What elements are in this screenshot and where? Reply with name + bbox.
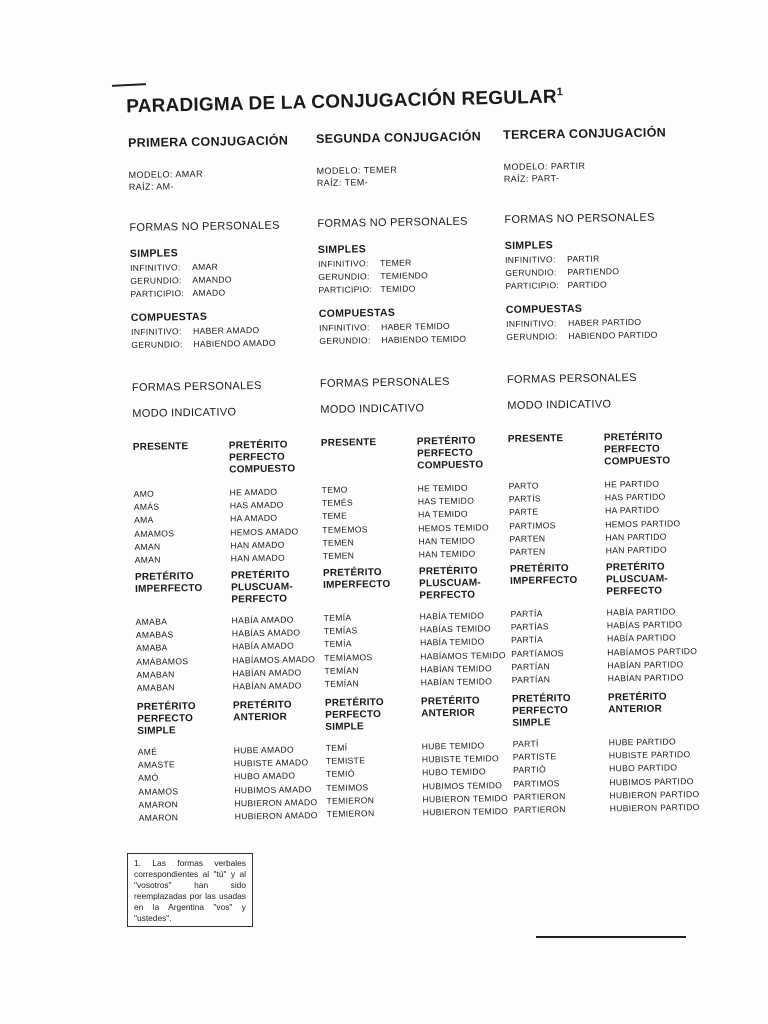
verb-form: HAS AMADO (229, 499, 284, 511)
raiz-value: AM- (156, 181, 174, 192)
verb-form: HABÍAS PARTIDO (606, 619, 683, 631)
verb-form: HUBIERON AMADO (234, 810, 318, 822)
verb-form: AMABAN (136, 682, 175, 693)
formas-personales-heading: FORMAS PERSONALES (506, 371, 637, 386)
tense-heading: PRETÉRITO IMPERFECTO (134, 571, 203, 595)
verb-form: AMÁS (133, 501, 160, 513)
form-key: GERUNDIO: (318, 271, 370, 282)
verb-form: TEMÉS (321, 497, 354, 509)
verb-form: HA AMADO (229, 513, 278, 524)
formas-no-personales-heading: FORMAS NO PERSONALES (317, 215, 468, 230)
verb-form: HABÍAN TEMIDO (420, 676, 493, 688)
page-title (126, 86, 563, 118)
verb-form: HUBE PARTIDO (608, 736, 677, 748)
modelo-line (504, 161, 586, 172)
verb-form: HUBIERON PARTIDO (609, 788, 700, 801)
verb-form: PARTÍS (508, 493, 541, 505)
modo-indicativo-heading: MODO INDICATIVO (132, 406, 237, 420)
verb-form: HABÍA AMADO (231, 640, 295, 652)
verb-form: HUBO PARTIDO (608, 762, 678, 774)
form-value: TEMIDO (380, 283, 416, 295)
modelo-value: AMAR (175, 168, 204, 180)
verb-form: TEMIERON (326, 808, 375, 819)
verb-form: AMABA (135, 642, 168, 654)
form-key: GERUNDIO: (130, 275, 182, 286)
modelo-label: MODELO: (503, 161, 548, 172)
modelo-label: MODELO: (128, 169, 173, 180)
raiz-label: RAÍZ: (128, 181, 154, 192)
footnote-box: 1. Las formas verbales correspondientes al "tú" y al "vosotros" han sido reemplazadas por las usadas en la Argentina "vos" y "ustedes". (127, 853, 253, 927)
tense-heading: PRESENTE (320, 437, 377, 449)
verb-form: TEMÍ (325, 742, 348, 753)
form-key: PARTICIPIO: (130, 288, 185, 299)
verb-form: HABÍA PARTIDO (606, 632, 677, 644)
compuestas-heading: COMPUESTAS (130, 310, 208, 324)
formas-personales-heading: FORMAS PERSONALES (131, 379, 262, 394)
compuestas-row (131, 337, 276, 352)
verb-form: PARTIÓ (513, 764, 547, 776)
form-key: INFINITIVO: (129, 262, 181, 273)
tense-heading: PRETÉRITO PLUSCUAM-PERFECTO (418, 565, 481, 602)
verb-form: AMABA (135, 616, 168, 627)
verb-form: HAN AMADO (230, 539, 285, 551)
simples-heading: SIMPLES (317, 243, 367, 256)
form-value: AMAR (191, 261, 219, 273)
tense-heading: PRETÉRITO IMPERFECTO (322, 567, 391, 591)
verb-form: AMASTE (137, 759, 176, 771)
verb-form: PARTIMOS (513, 777, 560, 789)
tense-heading: PRETÉRITO ANTERIOR (232, 699, 292, 724)
form-value: HABER AMADO (192, 324, 260, 337)
verb-form: HABÍAS AMADO (231, 627, 301, 639)
verb-form: TEMÍAN (324, 678, 360, 689)
simples-row (318, 282, 415, 297)
verb-form: TEMÍAN (324, 665, 359, 676)
verb-form: AMA (133, 515, 154, 526)
form-value: AMANDO (192, 274, 232, 286)
simples-heading: SIMPLES (504, 239, 554, 252)
formas-no-personales-heading: FORMAS NO PERSONALES (504, 211, 655, 226)
tense-heading: PRETÉRITO PLUSCUAM-PERFECTO (605, 561, 668, 598)
compuestas-row (319, 333, 466, 348)
verb-form: HE TEMIDO (417, 482, 468, 494)
verb-form: HEMOS PARTIDO (605, 517, 681, 530)
verb-form: PARTÍAMOS (511, 647, 564, 659)
verb-form: TEMO (321, 484, 348, 495)
verb-form: TEMÍAMOS (324, 651, 373, 663)
verb-form: HABÍAN PARTIDO (607, 672, 684, 684)
simples-heading: SIMPLES (129, 247, 179, 260)
form-value: TEMIENDO (380, 270, 429, 282)
tense-heading: PRETÉRITO PERFECTO COMPUESTO (228, 439, 296, 476)
form-value: HABER TEMIDO (380, 320, 451, 333)
verb-form: HABÍAS TEMIDO (419, 623, 491, 635)
title-text: PARADIGMA DE LA CONJUGACIÓN REGULAR (126, 86, 558, 118)
verb-form: HAN TEMIDO (418, 548, 476, 560)
verb-form: HUBIMOS PARTIDO (609, 775, 694, 788)
verb-form: AMARON (138, 799, 179, 810)
form-value: PARTIENDO (567, 266, 620, 278)
verb-form: TEMISTE (325, 755, 366, 767)
verb-form: AMAN (134, 554, 161, 565)
tense-heading: PRETÉRITO ANTERIOR (607, 691, 667, 716)
verb-form: HABÍAMOS PARTIDO (607, 645, 698, 658)
modelo-label: MODELO: (316, 165, 361, 176)
raiz-value: PART- (531, 173, 560, 184)
tense-heading: PRETÉRITO PERFECTO COMPUESTO (603, 431, 671, 468)
conjugation-heading: PRIMERA CONJUGACIÓN (128, 133, 289, 150)
column-primera (128, 133, 318, 823)
verb-form: HABÍA TEMIDO (419, 636, 485, 648)
verb-form: PARTE (508, 506, 539, 518)
verb-form: AMAMOS (134, 527, 175, 539)
form-value: HABIENDO AMADO (193, 337, 276, 349)
compuestas-heading: COMPUESTAS (505, 302, 583, 316)
verb-form: HABÍAN TEMIDO (420, 663, 493, 675)
simples-row (130, 286, 225, 300)
raiz-line (317, 177, 369, 188)
verb-form: AMAMOS (138, 785, 179, 797)
tense-heading: PRETÉRITO PERFECTO SIMPLE (511, 693, 571, 729)
form-key: GERUNDIO: (131, 339, 183, 350)
verb-form: HABÍA AMADO (231, 614, 294, 626)
form-key: INFINITIVO: (317, 258, 369, 269)
verb-form: HA PARTIDO (604, 504, 660, 516)
verb-form: HUBIERON PARTIDO (609, 801, 700, 814)
verb-form: TEMIMOS (326, 781, 369, 793)
verb-form: AMAN (134, 541, 161, 552)
form-value: TEMER (379, 257, 412, 269)
modo-indicativo-heading: MODO INDICATIVO (507, 398, 612, 412)
verb-form: TEMIÓ (326, 768, 355, 780)
verb-form: PARTIERON (513, 790, 566, 802)
verb-form: HA TEMIDO (417, 509, 468, 520)
verb-form: HAN AMADO (230, 552, 286, 564)
verb-form: PARTÍA (510, 608, 543, 619)
verb-form: PARTÍAS (510, 621, 549, 633)
verb-form: HUBO TEMIDO (421, 766, 486, 778)
formas-no-personales-heading: FORMAS NO PERSONALES (129, 219, 280, 234)
verb-form: HUBIMOS TEMIDO (422, 779, 503, 792)
verb-form: PARTÍAN (511, 661, 551, 672)
verb-form: HAS PARTIDO (604, 491, 666, 503)
title-footnote-marker: 1 (556, 86, 564, 99)
verb-form: HUBIERON AMADO (234, 796, 318, 809)
raiz-line (129, 181, 174, 192)
verb-form: HUBE AMADO (233, 744, 295, 756)
form-key: PARTICIPIO: (318, 284, 373, 295)
verb-form: HABÍAMOS TEMIDO (420, 649, 506, 662)
verb-form: PARTÍAN (511, 674, 551, 685)
form-value: PARTIR (566, 253, 600, 265)
form-key: GERUNDIO: (319, 335, 371, 346)
verb-form: PARTO (508, 480, 539, 491)
verb-form: HUBE TEMIDO (421, 740, 485, 752)
form-key: GERUNDIO: (505, 267, 557, 278)
column-segunda (316, 129, 509, 819)
verb-form: HAN TEMIDO (418, 535, 476, 547)
tense-heading: PRETÉRITO PERFECTO COMPUESTO (416, 435, 484, 472)
verb-form: HUBIERON TEMIDO (422, 806, 509, 818)
verb-form: HUBIERON TEMIDO (422, 792, 509, 805)
form-key: INFINITIVO: (504, 254, 556, 265)
verb-form: TEMÍA (323, 612, 352, 623)
tense-heading: PRETÉRITO PERFECTO SIMPLE (324, 697, 384, 733)
tense-heading: PRESENTE (132, 441, 189, 453)
verb-form: PARTIMOS (509, 519, 556, 531)
form-key: INFINITIVO: (319, 322, 370, 333)
verb-form: HABÍAN PARTIDO (607, 659, 684, 671)
conjugation-heading: TERCERA CONJUGACIÓN (503, 125, 667, 142)
verb-form: TEMEMOS (322, 523, 368, 535)
verb-form: HABÍAN AMADO (232, 667, 302, 679)
modelo-line (317, 165, 398, 176)
compuestas-row (506, 329, 658, 344)
verb-form: AMÁBAMOS (136, 655, 189, 667)
verb-form: TEMEN (322, 537, 355, 548)
tense-heading: PRETÉRITO ANTERIOR (420, 695, 480, 720)
verb-form: AMO (133, 488, 155, 499)
verb-form: TEMÍA (323, 638, 352, 650)
form-value: HABIENDO PARTIDO (568, 329, 658, 341)
compuestas-heading: COMPUESTAS (318, 306, 396, 320)
form-key: INFINITIVO: (506, 318, 557, 329)
verb-form: HEMOS AMADO (230, 525, 299, 538)
verb-form: TEMEN (322, 550, 355, 561)
verb-form: HE PARTIDO (604, 478, 660, 490)
verb-form: PARTEN (509, 546, 546, 557)
verb-form: HUBISTE TEMIDO (421, 753, 500, 765)
verb-form: PARTEN (509, 533, 546, 544)
verb-form: HEMOS TEMIDO (418, 521, 490, 534)
verb-form: HAN PARTIDO (605, 544, 667, 556)
verb-form: AMABAS (135, 629, 174, 641)
verb-form: HAS TEMIDO (417, 495, 475, 507)
modelo-line (129, 169, 203, 180)
verb-form: HAN PARTIDO (605, 531, 667, 543)
verb-form: HABÍA PARTIDO (606, 606, 676, 618)
verb-form: TEME (321, 510, 348, 522)
raiz-label: RAÍZ: (503, 173, 529, 184)
verb-form: HUBIMOS AMADO (234, 783, 312, 796)
top-rule (112, 83, 146, 87)
form-key: GERUNDIO: (506, 331, 558, 342)
verb-form: HABÍAN AMADO (232, 680, 302, 692)
verb-form: HE AMADO (229, 486, 278, 498)
raiz-line (504, 173, 560, 184)
raiz-value: TEM- (344, 177, 369, 188)
verb-form: PARTÍ (512, 738, 539, 749)
modelo-value: PARTIR (550, 160, 586, 172)
form-value: HABER PARTIDO (567, 316, 642, 329)
conjugation-heading: SEGUNDA CONJUGACIÓN (316, 129, 482, 146)
verb-form: PARTÍA (510, 634, 544, 646)
bottom-rule (536, 936, 686, 938)
verb-form: AMÓ (138, 772, 159, 784)
formas-personales-heading: FORMAS PERSONALES (319, 375, 450, 390)
verb-form: HUBO AMADO (233, 770, 296, 782)
verb-form: HUBISTE AMADO (233, 757, 309, 769)
modo-indicativo-heading: MODO INDICATIVO (320, 402, 425, 416)
simples-row (505, 278, 607, 293)
verb-form: PARTISTE (512, 751, 557, 763)
form-key: PARTICIPIO: (505, 280, 560, 291)
verb-form: HABÍA TEMIDO (419, 610, 485, 622)
tense-heading: PRETÉRITO PLUSCUAM-PERFECTO (230, 569, 293, 606)
tense-heading: PRESENTE (507, 433, 564, 445)
column-tercera (503, 125, 700, 815)
form-value: HABIENDO TEMIDO (381, 333, 467, 345)
verb-form: AMARON (138, 812, 179, 823)
form-value: PARTIDO (567, 279, 608, 291)
verb-form: HABÍAMOS AMADO (232, 653, 316, 666)
verb-form: HUBISTE PARTIDO (608, 749, 691, 761)
verb-form: AMÉ (137, 746, 158, 757)
raiz-label: RAÍZ: (316, 177, 342, 188)
modelo-value: TEMER (363, 164, 398, 176)
verb-form: TEMIERON (326, 794, 375, 806)
form-key: INFINITIVO: (131, 326, 182, 337)
tense-heading: PRETÉRITO IMPERFECTO (509, 563, 578, 587)
verb-form: AMABAN (136, 669, 175, 680)
verb-form: PARTIERON (513, 804, 566, 815)
form-value: AMADO (192, 287, 226, 299)
tense-heading: PRETÉRITO PERFECTO SIMPLE (136, 701, 196, 737)
verb-form: TEMÍAS (323, 625, 358, 637)
